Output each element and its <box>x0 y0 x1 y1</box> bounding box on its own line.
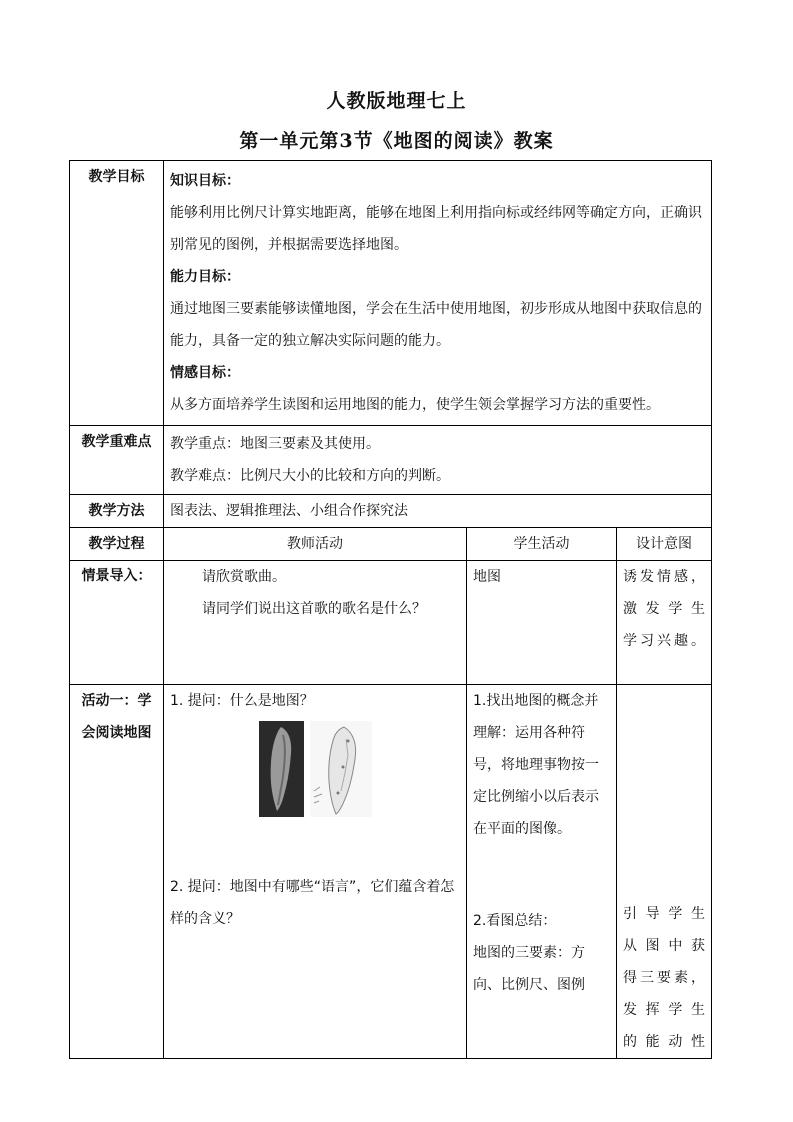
activity-1-intent-line-3: 得三要素， <box>623 970 705 986</box>
student-activity-header: 学生活动 <box>467 528 617 561</box>
intro-label: 情景导入： <box>70 561 164 685</box>
teacher-activity-header: 教师活动 <box>164 528 467 561</box>
activity-1-intent-line-4: 发挥学生 <box>623 1002 705 1018</box>
emotion-title: 情感目标： <box>170 365 240 381</box>
line-map-image <box>310 721 372 817</box>
intro-intent <box>617 561 712 685</box>
process-label: 教学过程 <box>70 528 164 561</box>
goals-content <box>164 161 712 426</box>
activity-1-teacher <box>164 685 467 1059</box>
taiwan-map-figure <box>170 717 460 825</box>
row-key-points <box>70 426 712 495</box>
emotion-text: 从多方面培养学生读图和运用地图的能力，使学生领会掌握学习方法的重要性。 <box>170 397 660 413</box>
activity-1-intent-line-2: 从图中获 <box>623 938 705 954</box>
lesson-plan-table <box>69 160 712 1059</box>
row-process-header <box>70 528 712 561</box>
teacher-question-2: 2. 提问：地图中有哪些“语言”，它们蕴含着怎样的含义？ <box>170 879 455 927</box>
key-focus: 教学重点：地图三要素及其使用。 <box>170 436 380 452</box>
activity-1-intent-line-5: 的能动性 <box>623 1034 705 1050</box>
intro-student: 地图 <box>467 561 617 685</box>
goals-label: 教学目标 <box>70 161 164 426</box>
intro-intent-line-2: 激发学生 <box>623 601 705 617</box>
teacher-question-1: 1. 提问：什么是地图？ <box>170 693 314 709</box>
knowledge-text: 能够利用比例尺计算实地距离，能够在地图上利用指向标或经纬网等确定方向，正确识别常见的图例，并根据需要选择地图。 <box>170 205 702 253</box>
intro-teacher-line-1: 请欣赏歌曲。 <box>202 569 286 585</box>
knowledge-title: 知识目标： <box>170 173 240 189</box>
satellite-map-image <box>259 721 304 817</box>
activity-1-intent <box>617 685 712 1059</box>
row-methods <box>70 495 712 528</box>
activity-1-label: 活动一：学会阅读地图 <box>70 685 164 1059</box>
key-points-content <box>164 426 712 495</box>
row-intro <box>70 561 712 685</box>
ability-title: 能力目标： <box>170 269 240 285</box>
methods-label: 教学方法 <box>70 495 164 528</box>
intro-teacher <box>164 561 467 685</box>
methods-text: 图表法、逻辑推理法、小组合作探究法 <box>164 495 712 528</box>
activity-1-intent-line-1: 引导学生 <box>623 906 705 922</box>
intro-intent-line-3: 学习兴趣。 <box>623 633 705 649</box>
design-intent-header: 设计意图 <box>617 528 712 561</box>
ability-text: 通过地图三要素能够读懂地图，学会在生活中使用地图，初步形成从地图中获取信息的能力，具备一定的独立解决实际问题的能力。 <box>170 301 702 349</box>
activity-1-student <box>467 685 617 1059</box>
row-activity-1 <box>70 685 712 1059</box>
key-difficulty: 教学难点：比例尺大小的比较和方向的判断。 <box>170 468 450 484</box>
student-answer-2-title: 2.看图总结： <box>473 913 557 929</box>
student-answer-1: 1.找出地图的概念并理解：运用各种符号，将地理事物按一定比例缩小以后表示在平面的图像。 <box>473 693 599 837</box>
intro-teacher-line-2: 请同学们说出这首歌的歌名是什么？ <box>202 601 426 617</box>
student-answer-2-text: 地图的三要素：方向、比例尺、图例 <box>473 945 585 993</box>
row-goals <box>70 161 712 426</box>
doc-title: 人教版地理七上 <box>326 90 467 112</box>
intro-intent-line-1: 诱发情感， <box>623 569 705 585</box>
key-points-label: 教学重难点 <box>70 426 164 495</box>
doc-subtitle: 第一单元第3节《地图的阅读》教案 <box>239 130 554 152</box>
